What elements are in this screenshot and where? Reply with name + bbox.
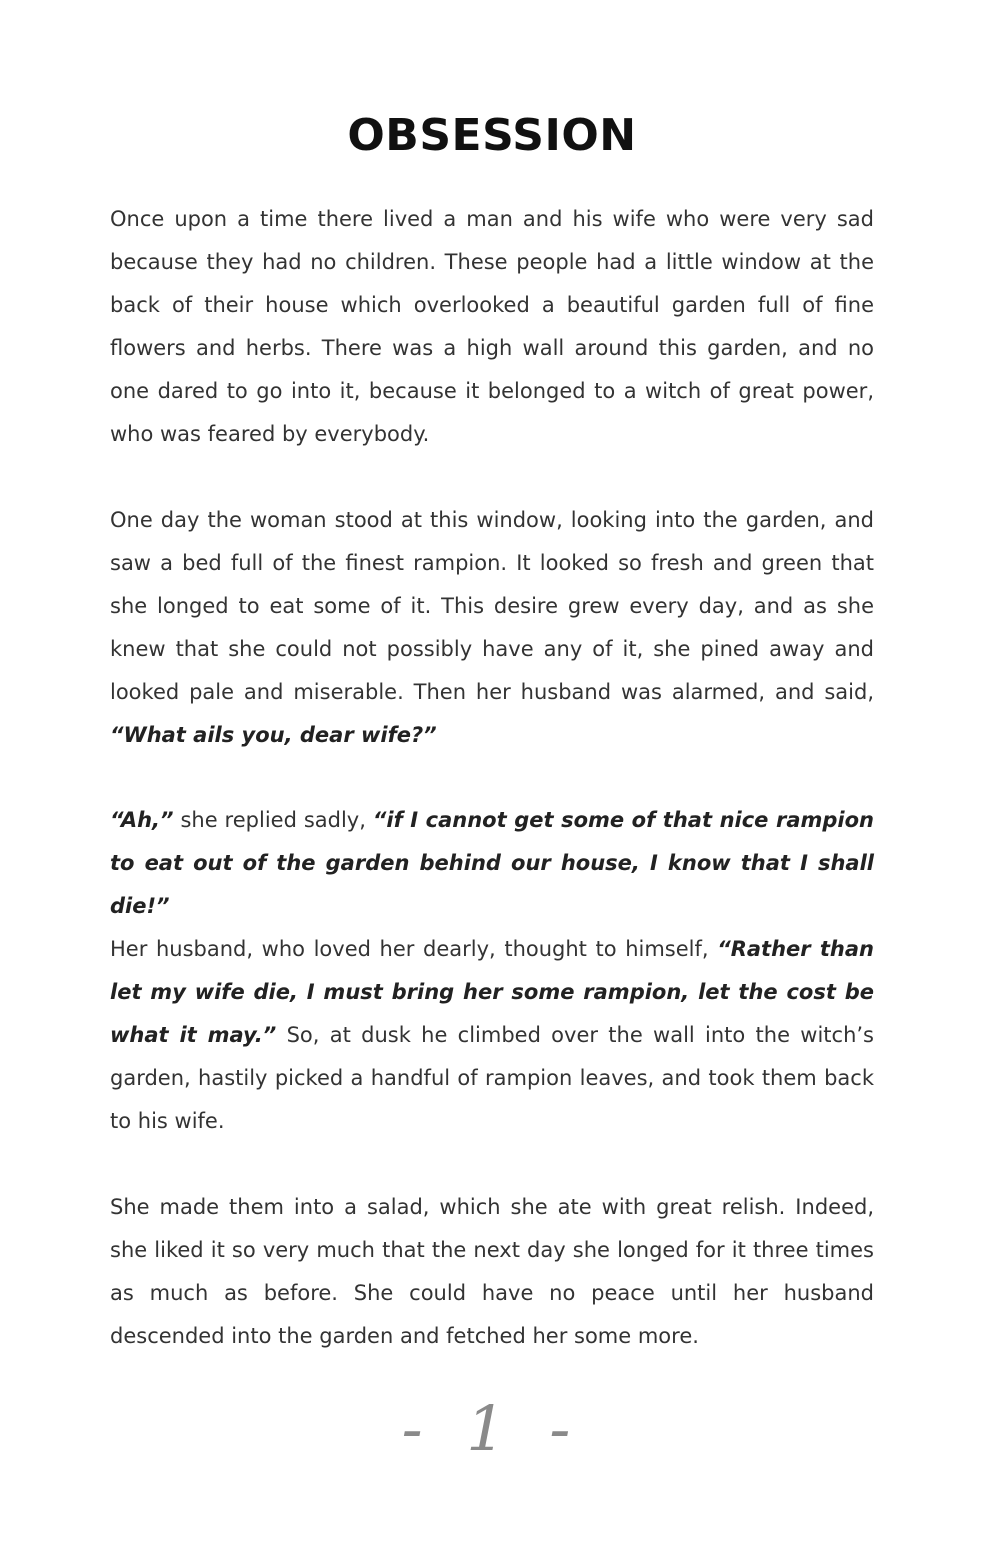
paragraph-1-text: Once upon a time there lived a man and his wife who were very sad because they had no children. These people had a little window at the back of their house which overlooked a beautiful garden full of fine flowers and herbs. There was a high wall around this garden, and no one dared to go into it, because it belonged to a witch of great power, who was feared by everybody.: [110, 207, 874, 446]
paragraph-5-text: She made them into a salad, which she ate with great relish. Indeed, she liked it so very much that the next day she longed for it three times as much as before. She could have no peace until her husband descended into the garden and fetched her some more.: [110, 1195, 874, 1348]
chapter-title: OBSESSION: [347, 110, 637, 161]
paragraph-2-dialogue: “What ails you, dear wife?”: [110, 723, 437, 747]
paragraph-4-text-1: Her husband, who loved her dearly, thought to himself,: [110, 937, 718, 961]
paragraph-3-dialogue-2: “if I cannot get some of that nice rampion to eat out of the garden behind our house, I know that I shall die!”: [110, 808, 874, 918]
paragraph-3-dialogue-1: “Ah,”: [110, 808, 174, 832]
paragraph-4-dialogue: “Rather than let my wife die, I must bring her some rampion, let the cost be what it may.”: [110, 937, 874, 1047]
paragraph-1: [110, 198, 874, 456]
paragraph-3-text: she replied sadly,: [173, 808, 373, 832]
paragraph-4-text-2: So, at dusk he climbed over the wall into the witch’s garden, hastily picked a handful of rampion leaves, and took them back to his wife.: [110, 1023, 874, 1133]
paragraph-4: [110, 928, 874, 1143]
paragraph-3: [110, 799, 874, 928]
paragraph-2: [110, 499, 874, 757]
paragraph-5: [110, 1186, 874, 1358]
page-number: - 1 -: [401, 1392, 583, 1465]
paragraph-2-text: One day the woman stood at this window, looking into the garden, and saw a bed full of the finest rampion. It looked so fresh and green that she longed to eat some of it. This desire grew every day, and as she knew that she could not possibly have any of it, she pined away and looked pale and miserable. Then her husband was alarmed, and said,: [110, 508, 874, 704]
